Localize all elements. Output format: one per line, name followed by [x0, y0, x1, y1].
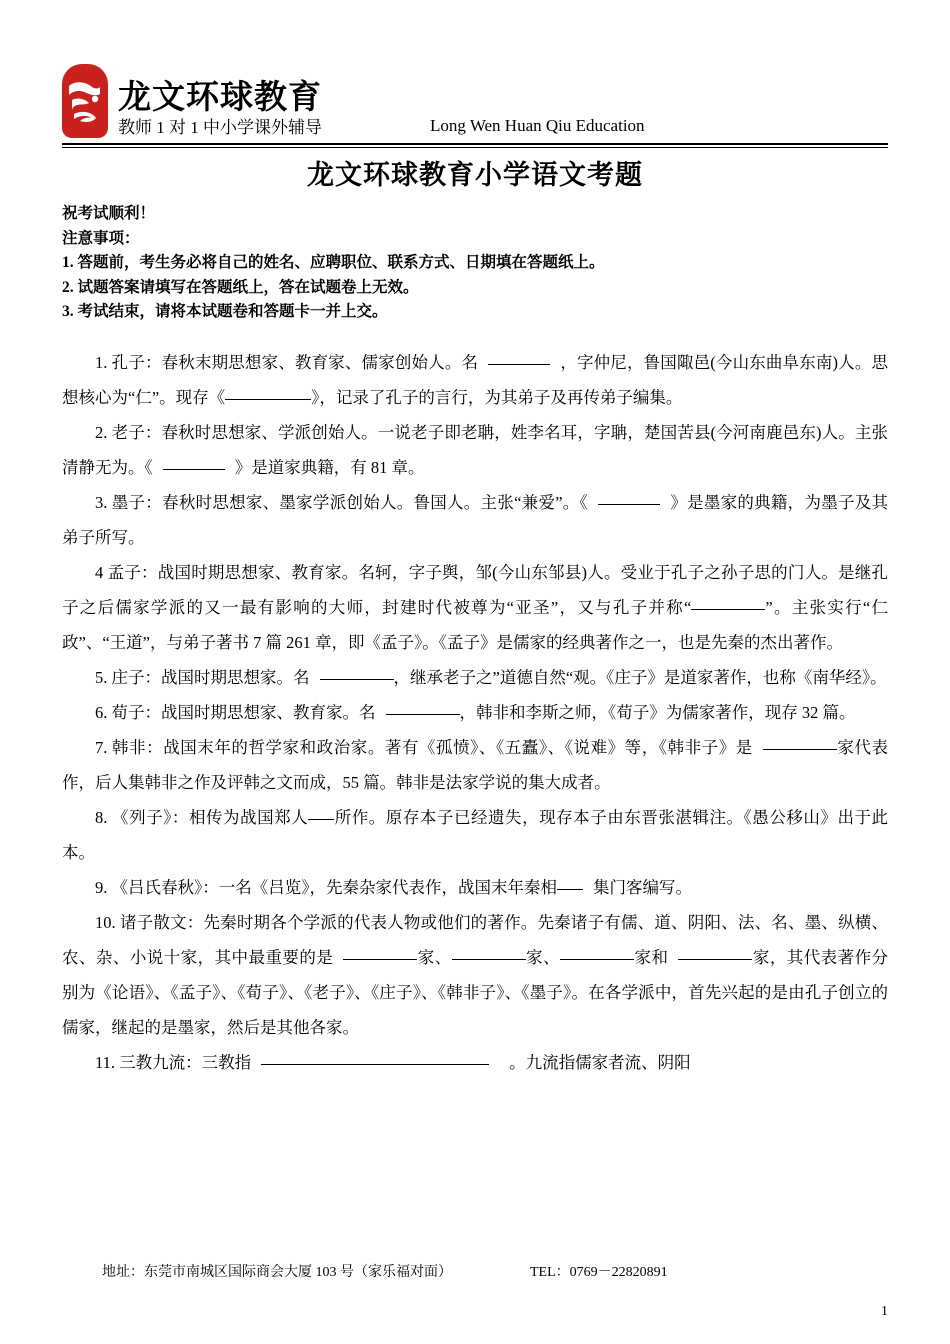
question-11-text-b: 。九流指儒家者流、阴阳 [509, 1052, 691, 1072]
question-6-text-a: 6. 荀子：战国时期思想家、教育家。名 [95, 702, 376, 722]
question-3-blank-1[interactable] [598, 504, 660, 505]
question-3-text-b: 》是墨家的典籍，为墨子及其弟子所写。 [62, 492, 889, 547]
brand-name-en: Long Wen Huan Qiu Education [430, 116, 645, 135]
question-5-blank-1[interactable] [320, 679, 394, 680]
question-1-blank-1[interactable] [488, 364, 550, 365]
footer-contact-row [62, 1262, 888, 1284]
question-4-text-b: ”。主张实行“仁政”、“王道”，与弟子著书 7 篇 261 章，即《孟子》。《孟子》是儒家的经典著作之一，也是先秦的杰出著作。 [62, 597, 888, 652]
question-7-blank-1[interactable] [763, 749, 837, 750]
question-10-blank-1[interactable] [343, 959, 417, 960]
question-1-text-a: 1. 孔子：春秋末期思想家、教育家、儒家创始人。名 [95, 352, 479, 372]
question-4 [62, 555, 888, 660]
question-8-text-a: 8. 《列子》：相传为战国郑人 [95, 807, 309, 827]
question-2-text-a: 2. 老子：春秋时思想家、学派创始人。一说老子即老聃，姓李名耳，字聃，楚国苦县(今河南鹿邑东)人。主张清静无为。《 [62, 422, 888, 477]
question-9-text-a: 9. 《吕氏春秋》：一名《吕览》，先秦杂家代表作，战国末年秦相 [95, 877, 557, 897]
question-3 [62, 485, 888, 555]
footer-address: 地址：东莞市南城区国际商会大厦 103 号（家乐福对面） [102, 1265, 452, 1280]
question-10-blank-4[interactable] [678, 959, 752, 960]
question-9 [62, 870, 888, 905]
question-1-text-b: ，字仲尼，鲁国陬邑(今山东曲阜东南)人。思想核心为“仁”。现存《 [62, 352, 889, 407]
question-10-text-d: 家和 [634, 947, 669, 967]
question-4-blank-1[interactable] [691, 609, 765, 610]
question-1-text-c: 》，记录了孔子的言行，为其弟子及再传弟子编集。 [311, 387, 683, 407]
questions-body [62, 345, 888, 1080]
question-6-blank-1[interactable] [386, 714, 460, 715]
dragon-seal-logo-icon [62, 64, 108, 138]
question-2-blank-1[interactable] [163, 469, 225, 470]
question-8-blank-1[interactable] [308, 819, 334, 820]
question-10-text-b: 家、 [417, 947, 452, 967]
question-10-text-a: 10. 诸子散文：先秦时期各个学派的代表人物或他们的著作。先秦诸子有儒、道、阴阳、法、名、墨、纵横、农、杂、小说十家，其中最重要的是 [62, 912, 888, 967]
question-11-text-a: 11. 三教九流：三教指 [95, 1052, 252, 1072]
page-title: 龙文环球教育小学语文考题 [307, 160, 643, 191]
brand-name-cn: 龙文环球教育 [118, 77, 322, 116]
logo [62, 64, 108, 140]
question-11 [62, 1045, 888, 1080]
question-5 [62, 660, 888, 695]
question-1 [62, 345, 888, 415]
question-8 [62, 800, 888, 870]
page-footer [62, 1262, 888, 1319]
question-5-text-a: 5. 庄子：战国时期思想家。名 [95, 667, 310, 687]
notice-item-2: 2. 试题答案请填写在答题纸上，答在试题卷上无效。 [62, 278, 419, 296]
question-6 [62, 695, 888, 730]
question-10-blank-3[interactable] [560, 959, 634, 960]
question-11-blank-1[interactable] [261, 1064, 489, 1065]
question-10-text-e: 家，其代表著作分别为《论语》、《孟子》、《荀子》、《老子》、《庄子》、《韩非子》、《墨子》。在各学派中，首先兴起的是由孔子创立的儒家，继起的是墨家，然后是其他各家。 [62, 947, 889, 1037]
question-9-blank-1[interactable] [557, 889, 583, 890]
question-8-text-b: 所作。原存本子已经遗失，现存本子由东晋张湛辑注。《愚公移山》出于此本。 [62, 807, 889, 862]
question-7-text-b: 家代表作，后人集韩非之作及评韩之文而成，55 篇。韩非是法家学说的集大成者。 [62, 737, 889, 792]
question-10-text-c: 家、 [525, 947, 561, 967]
question-10-blank-2[interactable] [452, 959, 526, 960]
question-5-text-b: ，继承老子之”道德自然“观。《庄子》是道家著作，也称《南华经》。 [393, 667, 887, 687]
question-3-text-a: 3. 墨子：春秋时思想家、墨家学派创始人。鲁国人。主张“兼爱”。《 [95, 492, 589, 512]
header-divider [62, 143, 888, 148]
notice-item-3: 3. 考试结束，请将本试题卷和答题卡一并上交。 [62, 303, 388, 320]
notice-heading: 注意事项： [62, 229, 140, 247]
question-4-text-a: 4 孟子：战国时期思想家、教育家。名轲，字子舆，邹(今山东邹县)人。受业于孔子之孙子思的门人。是继孔子之后儒家学派的又一最有影响的大师，封建时代被尊为“亚圣”，又与孔子并称“ [62, 562, 888, 617]
question-10 [62, 905, 888, 1045]
notice-item-1: 1. 答题前，考生务必将自己的姓名、应聘职位、联系方式、日期填在答题纸上。 [62, 254, 605, 271]
question-6-text-b: ，韩非和李斯之师，《荀子》为儒家著作，现存 32 篇。 [459, 702, 856, 722]
brand-block [118, 78, 322, 140]
question-7 [62, 730, 888, 800]
question-2-text-b: 》是道家典籍，有 81 章。 [234, 457, 425, 477]
question-9-text-b: 集门客编写。 [593, 877, 692, 897]
question-2 [62, 415, 888, 485]
question-1-blank-2[interactable] [225, 399, 311, 400]
brand-tagline: 教师 1 对 1 中小学课外辅导 [118, 118, 322, 137]
page-header [62, 0, 888, 140]
notices-block [62, 202, 888, 325]
question-7-text-a: 7. 韩非：战国末年的哲学家和政治家。著有《孤愤》、《五蠹》、《说难》等，《韩非子》是 [95, 737, 753, 757]
page-number: 1 [881, 1304, 888, 1319]
notice-greeting: 祝考试顺利！ [62, 205, 156, 222]
footer-telephone: TEL：0769－22820891 [530, 1265, 668, 1280]
